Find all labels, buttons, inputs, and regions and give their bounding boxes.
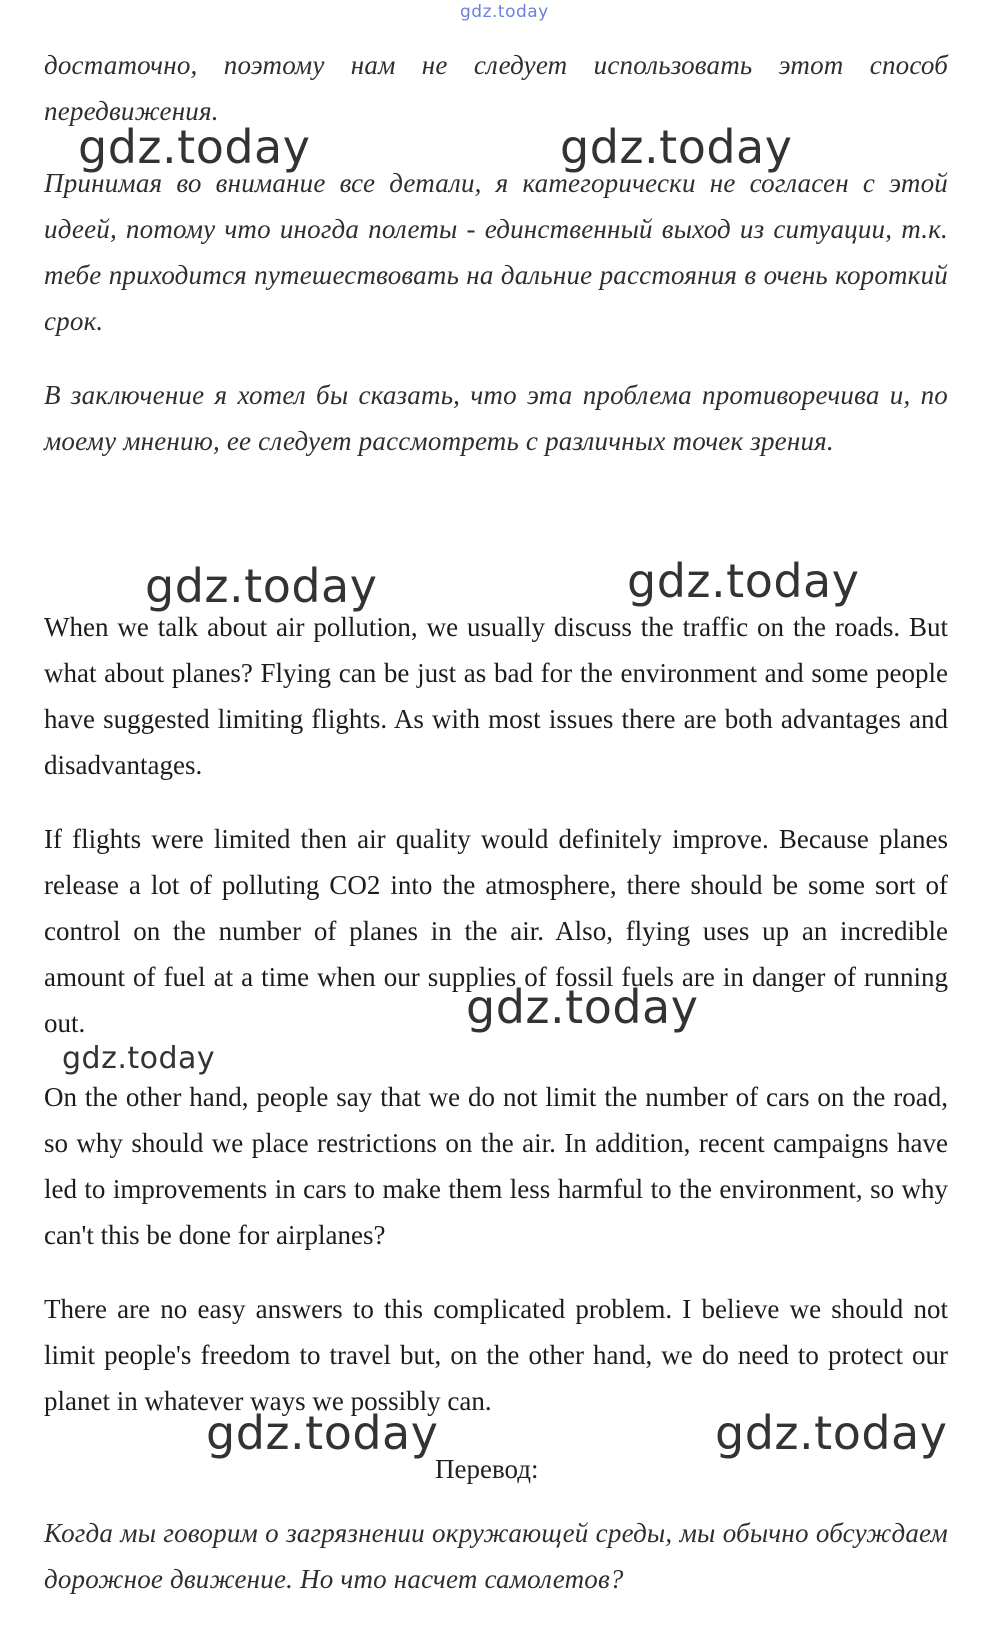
watermark: gdz.today — [78, 120, 311, 174]
paragraph-ru-1: достаточно, поэтому нам не следует использовать этот способ передвижения. — [44, 50, 948, 126]
translation-label: Перевод: — [435, 1454, 539, 1484]
paragraph-ru-3: В заключение я хотел бы сказать, что эта проблема противоречива и, по моему мнению, ее следует рассмотреть с различных точек зрения. — [44, 380, 948, 456]
watermark: gdz.today — [560, 120, 793, 174]
watermark: gdz.today — [62, 1041, 216, 1076]
watermark: gdz.today — [206, 1406, 439, 1460]
paragraph-en-4: There are no easy answers to this complicated problem. I believe we should not limit people's freedom to travel but, on the other hand, we do need to protect our planet in whatever ways we possibly can. — [44, 1294, 948, 1416]
paragraph-en-2: If flights were limited then air quality would definitely improve. Because planes release a lot of polluting CO2 into the atmosphere, there should be some sort of control on the number of planes in the air. Also, flying uses up an incredible amount of fuel at a time when our supplies of fossil fuels are in danger of running out. — [44, 824, 948, 1038]
paragraph-ru-2: Принимая во внимание все детали, я категорически не согласен с этой идеей, потому что иногда полеты - единственный выход из ситуации, т.к. тебе приходится путешествовать на дальние расстояния в очень короткий срок. — [44, 168, 948, 336]
paragraph-en-1: When we talk about air pollution, we usually discuss the traffic on the roads. But what about planes? Flying can be just as bad for the environment and some people have suggested limiting flights. As with most issues there are both advantages and disadvantages. — [44, 612, 948, 780]
watermark: gdz.today — [627, 554, 860, 608]
paragraph-en-3: On the other hand, people say that we do not limit the number of cars on the road, so why should we place restrictions on the air. In addition, recent campaigns have led to improvements in cars to make them less harmful to the environment, so why can't this be done for airplanes? — [44, 1082, 948, 1250]
watermark: gdz.today — [466, 980, 699, 1034]
watermark: gdz.today — [145, 559, 378, 613]
watermark: gdz.today — [715, 1406, 948, 1460]
watermark-top: gdz.today — [460, 2, 549, 22]
paragraph-ru-4: Когда мы говорим о загрязнении окружающей среды, мы обычно обсуждаем дорожное движение. Но что насчет самолетов? — [44, 1518, 948, 1594]
